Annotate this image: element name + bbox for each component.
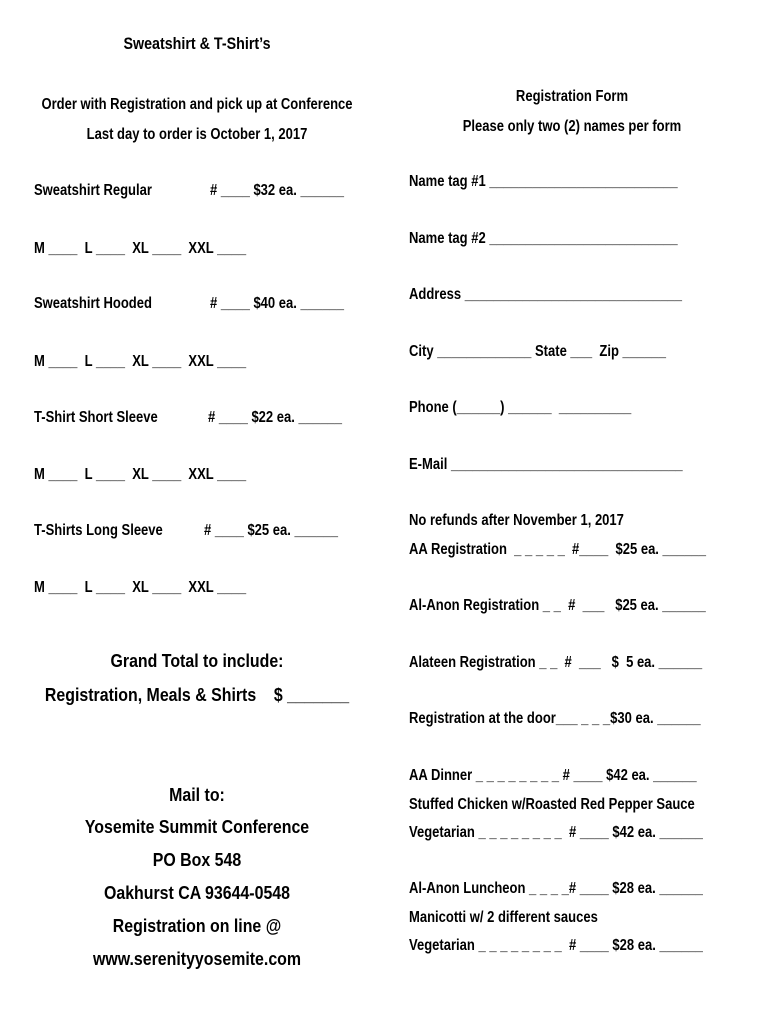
meal-description: Manicotti w/ 2 different sauces — [409, 909, 598, 926]
grand-total-heading: Grand Total to include: — [110, 650, 284, 671]
item-price-line: # ____ $40 ea. ______ — [210, 295, 344, 312]
email-field: E-Mail ________________________________ — [409, 456, 683, 473]
item-sizes: M ____ L ____ XL ____ XXL ____ — [34, 466, 247, 483]
meal-line: Al-Anon Luncheon _ _ _ _# ____ $28 ea. ______ — [409, 880, 703, 897]
address-field: Address ______________________________ — [409, 286, 682, 303]
mail-to-label: Mail to: — [169, 784, 225, 805]
registration-form-title: Registration Form — [515, 88, 629, 105]
name-tag-1-field: Name tag #1 __________________________ — [409, 173, 678, 190]
item-sizes: M ____ L ____ XL ____ XXL ____ — [34, 353, 247, 370]
item-name: T-Shirt Short Sleeve — [34, 409, 158, 426]
item-sizes: M ____ L ____ XL ____ XXL ____ — [34, 579, 247, 596]
registration-form-subtitle: Please only two (2) names per form — [462, 118, 682, 135]
meal-line: AA Dinner _ _ _ _ _ _ _ _ # ____ $42 ea. ______ — [409, 767, 697, 784]
item-name: Sweatshirt Regular — [34, 182, 152, 199]
registration-line: Al-Anon Registration _ _ # ___ $25 ea. ______ — [409, 597, 706, 614]
mail-address-line: Oakhurst CA 93644-0548 — [103, 882, 291, 903]
mail-address-line: Yosemite Summit Conference — [84, 816, 310, 837]
item-name: T-Shirts Long Sleeve — [34, 522, 163, 539]
item-name: Sweatshirt Hooded — [34, 295, 152, 312]
phone-field: Phone (______) ______ __________ — [409, 399, 632, 416]
meal-description: Stuffed Chicken w/Roasted Red Pepper Sauce — [409, 796, 695, 813]
item-price-line: # ____ $32 ea. ______ — [210, 182, 344, 199]
meal-line: Vegetarian _ _ _ _ _ _ _ _ # ____ $42 ea. ______ — [409, 824, 703, 841]
shirts-title: Sweatshirt & T-Shirt’s — [123, 34, 271, 53]
item-sizes: M ____ L ____ XL ____ XXL ____ — [34, 240, 247, 257]
order-deadline: Last day to order is October 1, 2017 — [86, 126, 308, 143]
item-price-line: # ____ $22 ea. ______ — [208, 409, 342, 426]
mail-address-line: PO Box 548 — [152, 849, 242, 870]
registration-line: Registration at the door___ _ _ _$30 ea. ______ — [409, 710, 701, 727]
name-tag-2-field: Name tag #2 __________________________ — [409, 230, 678, 247]
item-price-line: # ____ $25 ea. ______ — [204, 522, 338, 539]
website-url: www.serenityyosemite.com — [92, 948, 302, 969]
grand-total-line: Registration, Meals & Shirts $ _______ — [44, 684, 350, 705]
refund-note: No refunds after November 1, 2017 — [409, 512, 624, 529]
meal-line: Vegetarian _ _ _ _ _ _ _ _ # ____ $28 ea. ______ — [409, 937, 703, 954]
registration-line: Alateen Registration _ _ # ___ $ 5 ea. ______ — [409, 654, 703, 671]
registration-line: AA Registration _ _ _ _ _ #____ $25 ea. ______ — [409, 541, 706, 558]
order-note: Order with Registration and pick up at Conference — [41, 96, 353, 113]
mail-address-line: Registration on line @ — [112, 915, 282, 936]
city-state-zip-field: City _____________ State ___ Zip ______ — [409, 343, 666, 360]
